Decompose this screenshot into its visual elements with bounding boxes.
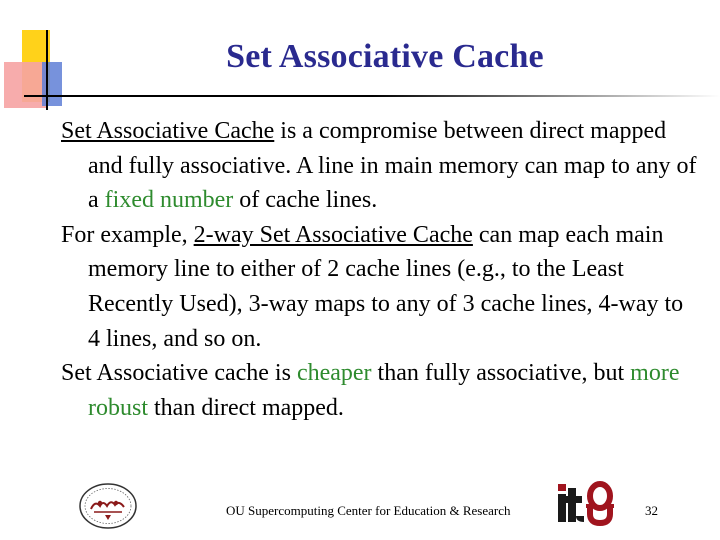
text-segment: of cache lines. [233, 187, 378, 214]
paragraph-2 [61, 218, 701, 356]
paragraph-3 [61, 356, 701, 425]
term-2-way-cache: 2-way Set Associative Cache [193, 221, 473, 248]
text-segment: is a compromise between direct mapped and fully associative. A line in main memory can map to any of a [88, 118, 697, 214]
text-segment: Set Associative cache is [61, 360, 297, 387]
ou-seal-logo [78, 482, 138, 530]
text-segment: than direct mapped. [148, 394, 344, 421]
paragraph-1 [61, 114, 701, 218]
highlight-more-robust: more robust [88, 360, 680, 421]
title-underline-rule [24, 95, 720, 97]
decor-vertical-line [46, 30, 48, 110]
highlight-fixed-number: fixed number [104, 187, 234, 214]
decor-blue-square [42, 62, 62, 106]
it-ou-logo [556, 480, 622, 526]
slide-title: Set Associative Cache [226, 38, 544, 75]
text-segment: For example, [61, 221, 194, 248]
page-number: 32 [645, 503, 658, 518]
footer-text: OU Supercomputing Center for Education & Research [226, 503, 511, 518]
highlight-cheaper: cheaper [296, 360, 372, 387]
term-set-associative-cache: Set Associative Cache [61, 118, 275, 144]
text-segment: than fully associative, but [371, 360, 631, 387]
text-segment: can map each main memory line to either of 2 cache lines (e.g., to the Least Recently Used), 3-way maps to any of 3 cache lines, 4-way to 4 lines, and so on. [88, 221, 684, 352]
slide-body [61, 114, 701, 425]
